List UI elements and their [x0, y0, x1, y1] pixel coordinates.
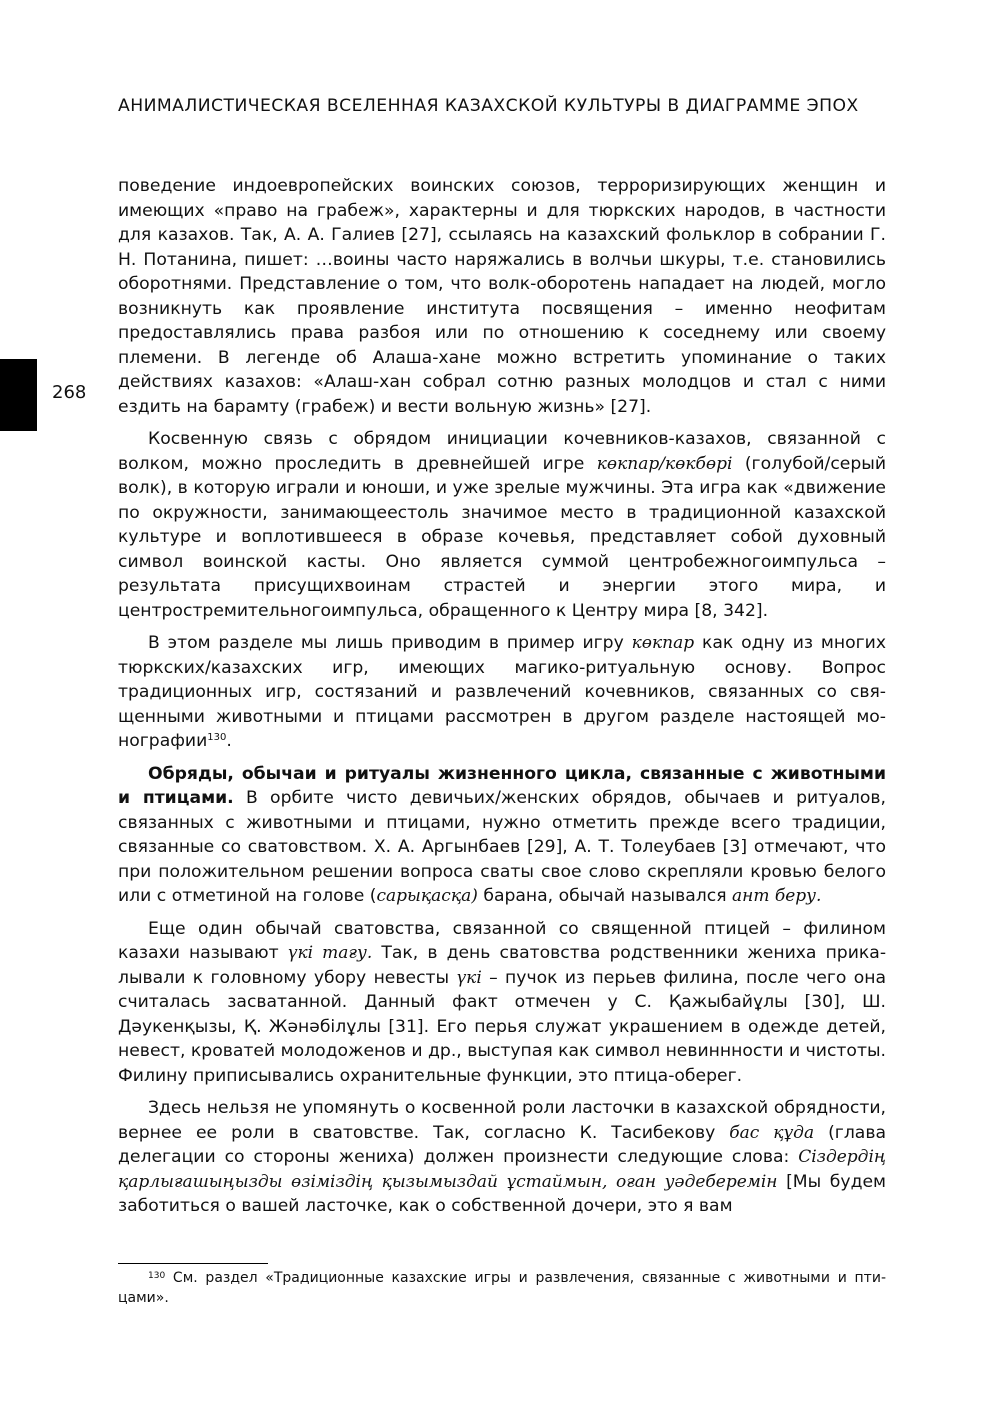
italic-term: бас құда — [729, 1122, 815, 1143]
paragraph-4: Обряды, обычаи и ритуалы жизненного цикла, связанные с животными и птицами. В орбите чисто девичьих/женских обрядов, обычаев и ритуалов, связанных с животными и птицами, нужно отметить прежде всего традиции, связанные со сватовством. Х. А. Аргынбаев [29], А. Т. Толеубаев [3] отмечают, что при положительном решении вопроса сваты свое слово скрепляли кровью белого или с отметиной на голове (сарықасқа) барана, обычай назывался ант беру. — [118, 763, 886, 906]
italic-term: көкпар — [631, 633, 695, 653]
footnote-number: 130 — [148, 1271, 166, 1281]
italic-term: ант беру. — [732, 886, 822, 906]
body-text — [118, 174, 886, 1227]
section-heading: Обряды, обычаи и ритуалы жизненного цикла, связанные с животными и птицами. — [118, 763, 886, 808]
footnote-reference[interactable]: 130 — [207, 732, 227, 743]
thumb-index-tab — [0, 359, 37, 431]
paragraph-2: Косвенную связь с обрядом инициации кочевников-казахов, связанной с волком, можно проследить в древнейшей игре көкпар/көкбөрі (голубой/серый волк), в которую играли и юноши, и уже зрелые мужчины. Эта игра как «движение по окружности, занимающеестоль значимое место в традиционной казахской культуре и воплотившееся в образе кочевья, представляет собой духовный символ воинской касты. Оно является суммой центробежногоимпульса – результата присущихвоинам страстей и энергии этого мира, и центростремительногоимпульса, обращенного к Центру мира [8, 342]. — [118, 429, 886, 621]
italic-quote: Сіздердің қарлығашыңызды өзіміздің қызымыздай ұстаймын, оған уәдеберемін — [118, 1147, 886, 1192]
italic-term: көкпар/көкбөрі — [596, 453, 733, 474]
paragraph-5: Еще один обычай сватовства, связанной со священной птицей – филином казахи называют үкі тағу. Так, в день сватовства родственники жениха прикалывали к головному убору невесты үкі – пучок из перьев филина, после чего она считалась засватанной. Данный факт отмечен у С. Қажыбайұлы [30], Ш. Дәукенқызы, Қ. Жәнәбілұлы [31]. Его перья служат украшением в одежде детей, невест, кроватей молодоженов и др., выступая как символ невиннности и чистоты. Филину приписывались охранительные функции, это птица-оберег. — [118, 918, 887, 1086]
page-number: 268 — [52, 382, 87, 403]
footnote-text: См. раздел «Традиционные казахские игры и развлечения, связанные с животными и птицами». — [118, 1270, 886, 1306]
footnote — [118, 1268, 886, 1308]
paragraph-3: В этом разделе мы лишь приводим в пример игру көкпар как одну из многих тюркских/казахских игр, имеющих магико-ритуальную основу. Вопрос традиционных игр, состязаний и развлечений кочевников, связанных со священными животными и птицами рассмотрен в другом разделе настоящей монографии$^{130}$. — [118, 633, 886, 751]
paragraph-6: Здесь нельзя не упомянуть о косвенной роли ласточки в казахской обрядности, вернее ее роли в сватовстве. Так, согласно К. Тасибекову бас құда (глава делегации со стороны жениха) должен произнести следующие слова: Сіздердің қарлығашыңызды өзіміздің қызымыздай ұстаймын, оған уәдеберемін [Мы будем заботиться о вашей ласточке, как о собственной дочери, это я вам — [118, 1098, 886, 1216]
italic-term: үкі тағу. — [287, 943, 373, 963]
running-header: АНИМАЛИСТИЧЕСКАЯ ВСЕЛЕННАЯ КАЗАХСКОЙ КУЛЬТУРЫ В ДИАГРАММЕ ЭПОХ — [118, 96, 859, 116]
paragraph-1: поведение индоевропейских воинских союзов, терроризирующих женщин и имеющих «право на грабеж», характерны и для тюркских народов, в частности для казахов. Так, А. А. Галиев [27], ссылаясь на казахский фольклор в собрании Г. Н. Потанина, пишет: …воины часто наряжались в волчьи шкуры, т.е. становились оборотнями. Представление о том, что волк-оборотень нападает на людей, могло возникнуть как проявление института посвящения – именно неофитам предоставлялись права разбоя или по отношению к соседнему или своему племени. В легенде об Алаша-хане можно встретить упоминание о таких действиях казахов: «Алаш-хан собрал сотню разных молодцов и стал с ними ездить на барамту (грабеж) и вести вольную жизнь» [27]. — [118, 176, 886, 417]
italic-term: үкі — [456, 967, 482, 988]
italic-term: сарықасқа) — [376, 886, 478, 906]
footnote-divider — [118, 1263, 268, 1264]
